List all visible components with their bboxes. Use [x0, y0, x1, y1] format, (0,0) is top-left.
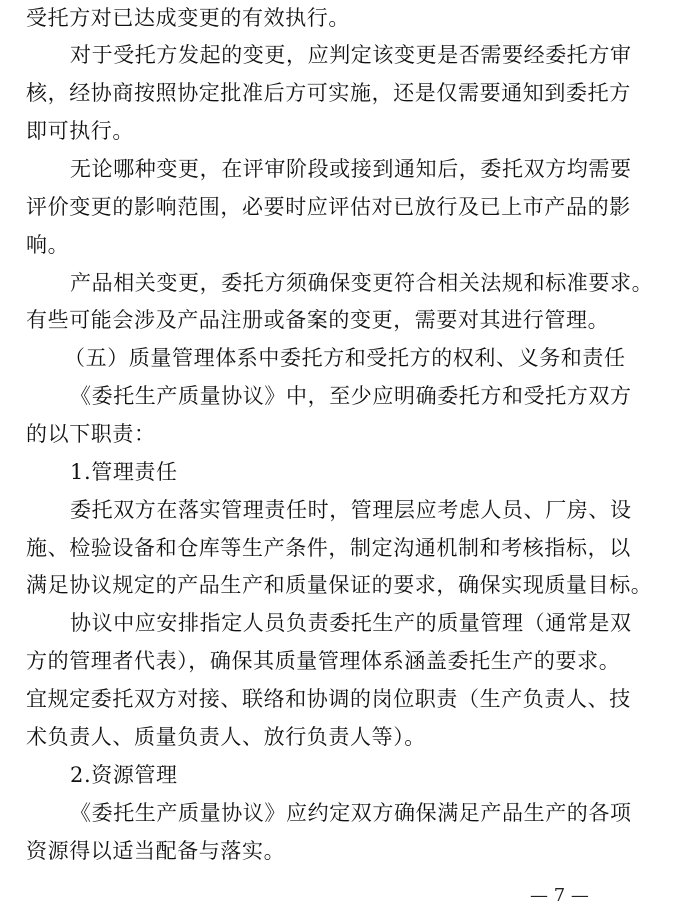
subsection-heading: 1.管理责任: [70, 460, 178, 484]
text-line: 术负责人、质量负责人、放行负责人等）。: [26, 725, 426, 749]
paragraph-first-line: 委托双方在落实管理责任时，管理层应考虑人员、厂房、设: [70, 498, 632, 522]
text-line: 方的管理者代表），确保其质量管理体系涵盖委托生产的要求。: [26, 649, 621, 673]
paragraph-first-line: 无论哪种变更，在评审阶段或接到通知后，委托双方均需要: [70, 157, 632, 181]
text-line: 评价变更的影响范围，必要时应评估对已放行及已上市产品的影: [26, 195, 631, 219]
text-line: 有些可能会涉及产品注册或备案的变更，需要对其进行管理。: [26, 308, 610, 332]
text-line: 资源得以适当配备与落实。: [26, 839, 286, 863]
text-line: 受托方对已达成变更的有效执行。: [26, 6, 350, 30]
paragraph-first-line: 《委托生产质量协议》应约定双方确保满足产品生产的各项: [70, 801, 632, 825]
text-line: 施、检验设备和仓库等生产条件，制定沟通机制和考核指标，以: [26, 536, 631, 560]
text-line: 满足协议规定的产品生产和质量保证的要求，确保实现质量目标。: [26, 573, 653, 597]
text-line: 响。: [26, 233, 70, 257]
text-line: 宜规定委托双方对接、联络和协调的岗位职责（生产负责人、技: [26, 687, 631, 711]
text-line: 核，经协商按照协定批准后方可实施，还是仅需要通知到委托方: [26, 81, 631, 105]
paragraph-first-line: 对于受托方发起的变更，应判定该变更是否需要经委托方审: [70, 43, 632, 67]
section-heading: （五）质量管理体系中委托方和受托方的权利、义务和责任: [64, 346, 626, 370]
paragraph-first-line: 协议中应安排指定人员负责委托生产的质量管理（通常是双: [70, 611, 632, 635]
paragraph-first-line: 产品相关变更，委托方须确保变更符合相关法规和标准要求。: [70, 271, 654, 295]
page-number: — 7 —: [530, 885, 589, 906]
text-line: 的以下职责：: [26, 422, 156, 446]
paragraph-first-line: 《委托生产质量协议》中，至少应明确委托方和受托方双方: [70, 384, 632, 408]
text-line: 即可执行。: [26, 119, 134, 143]
subsection-heading: 2.资源管理: [70, 763, 178, 787]
